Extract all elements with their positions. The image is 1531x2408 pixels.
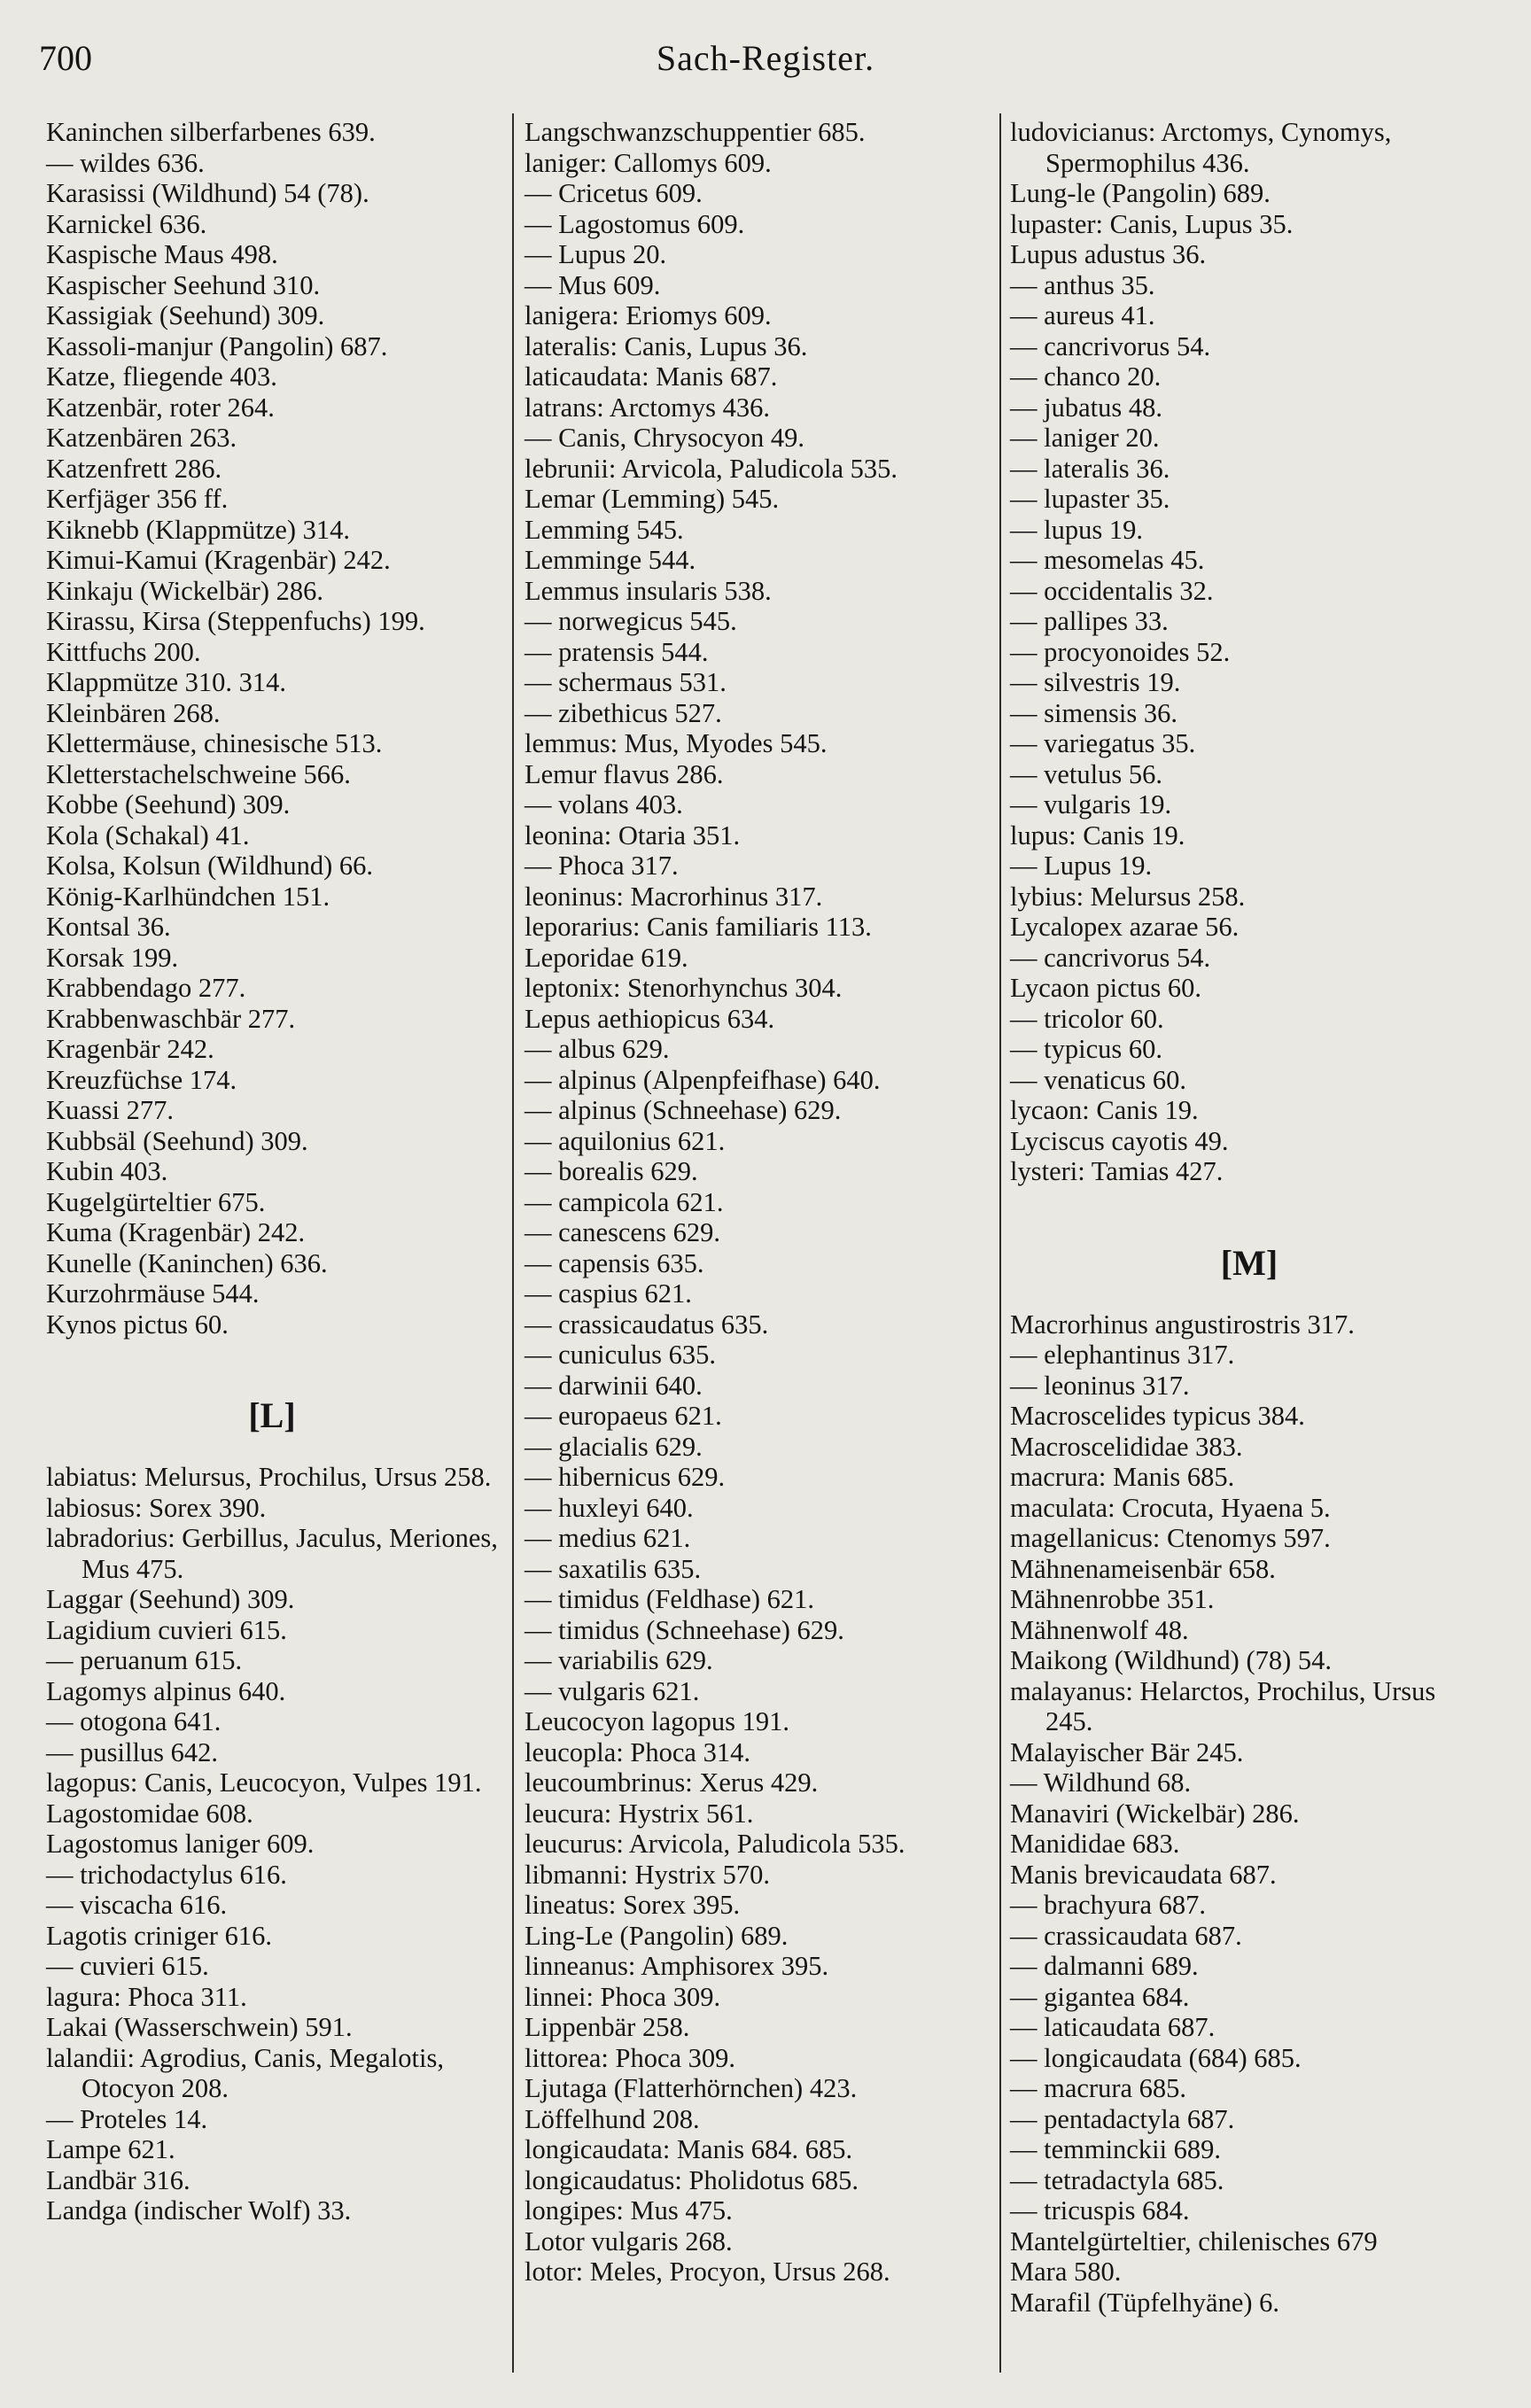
index-entry: linnei: Phoca 309. <box>525 1981 721 2012</box>
index-entry: leporarius: Canis familiaris 113. <box>525 912 872 942</box>
index-entry: Kugelgürteltier 675. <box>46 1186 266 1217</box>
index-entry: lotor: Meles, Procyon, Ursus 268. <box>525 2257 890 2287</box>
index-entry: Landga (indischer Wolf) 33. <box>46 2195 352 2225</box>
index-entry: — caspius 621. <box>525 1278 692 1309</box>
index-entry: Kletterstachelschweine 566. <box>46 758 351 789</box>
index-entry: — aquilonius 621. <box>525 1125 726 1156</box>
index-entry: — tetradactyla 685. <box>1010 2164 1224 2195</box>
index-entry: — hibernicus 629. <box>525 1462 726 1492</box>
index-entry: laniger: Callomys 609. <box>525 147 772 178</box>
index-entry: Krabbenwaschbär 277. <box>46 1003 296 1034</box>
index-entry: — Lagostomus 609. <box>525 208 745 239</box>
index-entry: — peruanum 615. <box>46 1645 243 1675</box>
index-entry: Krabbendago 277. <box>46 973 246 1003</box>
index-entry: — pallipes 33. <box>1010 606 1169 636</box>
index-entry: longicaudata: Manis 684. 685. <box>525 2134 853 2164</box>
index-entry: — alpinus (Alpenpfeifhase) 640. <box>525 1064 881 1095</box>
index-entry: — vulgaris 19. <box>1010 789 1172 819</box>
index-entry: maculata: Crocuta, Hyaena 5. <box>1010 1492 1331 1523</box>
running-head: Sach-Register. <box>656 38 875 78</box>
index-entry: Lotor vulgaris 268. <box>525 2225 733 2257</box>
index-entry: — pentadactyla 687. <box>1010 2103 1235 2134</box>
index-entry: — crassicaudata 687. <box>1010 1920 1242 1951</box>
index-entry: leptonix: Stenorhynchus 304. <box>525 973 843 1003</box>
index-entry: Mähnenrobbe 351. <box>1010 1584 1215 1614</box>
index-entry: — borealis 629. <box>525 1156 698 1186</box>
index-entry: Langschwanzschuppentier 685. <box>525 117 866 147</box>
index-entry: Kaninchen silberfarbenes 639. <box>46 117 376 147</box>
index-entry: Kuassi 277. <box>46 1095 175 1125</box>
index-entry: leonina: Otaria 351. <box>525 819 741 851</box>
index-entry: — pusillus 642. <box>46 1736 219 1767</box>
index-entry: — zibethicus 527. <box>525 697 722 728</box>
index-entry: Kreuzfüchse 174. <box>46 1064 237 1095</box>
index-entry: — brachyura 687. <box>1010 1890 1207 1920</box>
index-entry: lagura: Phoca 311. <box>46 1981 247 2012</box>
index-entry: — elephantinus 317. <box>1010 1340 1235 1370</box>
index-entry: Lampe 621. <box>46 2134 175 2164</box>
index-entry: Löffelhund 208. <box>525 2103 700 2134</box>
section-letter-heading: [M] <box>1220 1242 1278 1283</box>
index-entry: Kurzohrmäuse 544. <box>46 1278 260 1309</box>
index-entry: — europaeus 621. <box>525 1401 722 1431</box>
index-entry: Kerfjäger 356 ff. <box>46 484 229 514</box>
index-entry: — glacialis 629. <box>525 1431 703 1462</box>
index-entry: — timidus (Schneehase) 629. <box>525 1614 844 1645</box>
index-entry: lybius: Melursus 258. <box>1010 881 1246 912</box>
index-entry: leoninus: Macrorhinus 317. <box>525 881 823 912</box>
index-entry: — gigantea 684. <box>1010 1981 1190 2012</box>
index-entry: — longicaudata (684) 685. <box>1010 2042 1302 2073</box>
index-entry: — vetulus 56. <box>1010 758 1162 789</box>
index-entry: Kola (Schakal) 41. <box>46 819 250 851</box>
index-entry: — volans 403. <box>525 789 683 819</box>
index-entry: lateralis: Canis, Lupus 36. <box>525 330 808 361</box>
index-entry: Katzenbären 263. <box>46 423 237 453</box>
index-entry: — laticaudata 687. <box>1010 2012 1216 2042</box>
index-entry: longipes: Mus 475. <box>525 2195 733 2225</box>
index-entry: Kassigiak (Seehund) 309. <box>46 300 325 330</box>
index-entry: Lakai (Wasserschwein) 591. <box>46 2012 353 2042</box>
index-entry: Macroscelididae 383. <box>1010 1431 1243 1462</box>
index-entry: Kirassu, Kirsa (Steppenfuchs) 199. <box>46 606 425 636</box>
index-entry: lagopus: Canis, Leucocyon, Vulpes 191. <box>46 1767 482 1798</box>
index-entry: Kassoli-manjur (Pangolin) 687. <box>46 330 388 361</box>
index-entry: — cancrivorus 54. <box>1010 330 1211 361</box>
index-entry: Kubin 403. <box>46 1156 168 1186</box>
index-entry: — temminckii 689. <box>1010 2134 1222 2164</box>
index-entry: Malayischer Bär 245. <box>1010 1736 1244 1767</box>
index-entry: Kynos pictus 60. <box>46 1309 229 1340</box>
index-entry: Lagostomus laniger 609. <box>46 1829 315 1859</box>
index-entry: — Canis, Chrysocyon 49. <box>525 423 805 453</box>
index-entry: Korsak 199. <box>46 942 179 973</box>
section-spacer <box>1010 1187 1488 1218</box>
index-entry: Lyciscus cayotis 49. <box>1010 1125 1229 1156</box>
index-entry: Ljutaga (Flatterhörnchen) 423. <box>525 2073 858 2103</box>
index-entry: lupus: Canis 19. <box>1010 819 1185 851</box>
index-entry: — Wildhund 68. <box>1010 1767 1192 1798</box>
index-entry: — schermaus 531. <box>525 667 727 697</box>
index-entry: lalandii: Agrodius, Canis, Megalotis, Otocyon 208. <box>46 2042 444 2103</box>
index-entry: Klappmütze 310. 314. <box>46 667 287 697</box>
index-entry: lupaster: Canis, Lupus 35. <box>1010 208 1294 239</box>
index-entry: Kolsa, Kolsun (Wildhund) 66. <box>46 851 373 881</box>
index-entry: laticaudata: Manis 687. <box>525 361 778 392</box>
index-entry: lycaon: Canis 19. <box>1010 1095 1199 1125</box>
index-entry: — typicus 60. <box>1010 1034 1162 1064</box>
index-entry: lysteri: Tamias 427. <box>1010 1156 1224 1186</box>
index-entry: labiosus: Sorex 390. <box>46 1492 267 1523</box>
index-entry: Lemur flavus 286. <box>525 758 724 789</box>
index-entry: Katzenbär, roter 264. <box>46 392 275 423</box>
index-entry: leucopla: Phoca 314. <box>525 1736 750 1767</box>
index-entry: Katzenfrett 286. <box>46 453 222 484</box>
index-entry: — otogona 641. <box>46 1706 221 1736</box>
index-entry: — Proteles 14. <box>46 2103 208 2134</box>
column-divider <box>999 113 1001 2373</box>
index-entry: Lagidium cuvieri 615. <box>46 1614 287 1645</box>
index-entry: latrans: Arctomys 436. <box>525 392 771 423</box>
index-entry: — timidus (Feldhase) 621. <box>525 1584 814 1614</box>
index-entry: — norwegicus 545. <box>525 606 737 636</box>
index-entry: Ling-Le (Pangolin) 689. <box>525 1920 789 1951</box>
index-entry: Lycaon pictus 60. <box>1010 973 1202 1003</box>
index-entry: Lemar (Lemming) 545. <box>525 484 780 514</box>
index-entry: Kimui-Kamui (Kragenbär) 242. <box>46 545 391 575</box>
index-entry: — tricolor 60. <box>1010 1003 1164 1034</box>
index-entry: ludovicianus: Arctomys, Cynomys, Spermophilus 436. <box>1010 117 1392 178</box>
index-entry: — cancrivorus 54. <box>1010 942 1211 973</box>
index-entry: — Cricetus 609. <box>525 178 703 208</box>
index-column-2 <box>525 117 999 2288</box>
index-entry: — crassicaudatus 635. <box>525 1309 769 1340</box>
index-entry: leucurus: Arvicola, Paludicola 535. <box>525 1829 905 1859</box>
index-entry: — tricuspis 684. <box>1010 2195 1190 2225</box>
index-entry: — venaticus 60. <box>1010 1064 1187 1095</box>
index-entry: Kontsal 36. <box>46 912 171 942</box>
index-entry: — anthus 35. <box>1010 269 1155 300</box>
index-entry: — laniger 20. <box>1010 423 1160 453</box>
index-entry: littorea: Phoca 309. <box>525 2042 736 2073</box>
index-entry: — variegatus 35. <box>1010 728 1196 758</box>
index-entry: libmanni: Hystrix 570. <box>525 1859 771 1890</box>
index-entry: — Lupus 20. <box>525 239 667 269</box>
index-entry: Karnickel 636. <box>46 208 207 239</box>
index-entry: König-Karlhündchen 151. <box>46 881 330 912</box>
index-entry: — Lupus 19. <box>1010 851 1153 881</box>
index-entry: Kleinbären 268. <box>46 697 221 728</box>
index-entry: — occidentalis 32. <box>1010 575 1214 606</box>
index-entry: linneanus: Amphisorex 395. <box>525 1951 829 1981</box>
index-entry: — campicola 621. <box>525 1186 724 1217</box>
index-entry: Kaspische Maus 498. <box>46 239 278 269</box>
index-entry: Kaspischer Seehund 310. <box>46 269 321 300</box>
page-number: 700 <box>39 38 92 78</box>
index-entry: Kragenbär 242. <box>46 1034 214 1064</box>
index-entry: Katze, fliegende 403. <box>46 361 277 392</box>
index-entry: Lycalopex azarae 56. <box>1010 912 1240 942</box>
index-entry: Kittfuchs 200. <box>46 636 201 667</box>
index-entry: — silvestris 19. <box>1010 667 1181 697</box>
index-entry: — huxleyi 640. <box>525 1492 694 1523</box>
index-entry: — albus 629. <box>525 1034 670 1064</box>
index-entry: Lepus aethiopicus 634. <box>525 1003 775 1034</box>
index-entry: — pratensis 544. <box>525 636 709 667</box>
index-entry: — saxatilis 635. <box>525 1553 702 1584</box>
index-entry: lineatus: Sorex 395. <box>525 1890 741 1920</box>
index-entry: Marafil (Tüpfelhyäne) 6. <box>1010 2287 1280 2318</box>
index-entry: Leucocyon lagopus 191. <box>525 1706 789 1736</box>
index-entry: leucoumbrinus: Xerus 429. <box>525 1767 819 1798</box>
index-entry: — dalmanni 689. <box>1010 1951 1199 1981</box>
index-entry: magellanicus: Ctenomys 597. <box>1010 1523 1331 1553</box>
index-entry: — Mus 609. <box>525 269 661 300</box>
index-entry: macrura: Manis 685. <box>1010 1462 1235 1492</box>
index-entry: — cuniculus 635. <box>525 1340 717 1370</box>
index-entry: Lupus adustus 36. <box>1010 239 1207 269</box>
index-entry: — alpinus (Schneehase) 629. <box>525 1095 842 1125</box>
index-entry: Mantelgürteltier, chilenisches 679 <box>1010 2225 1378 2257</box>
index-entry: Kinkaju (Wickelbär) 286. <box>46 575 323 606</box>
index-entry: Lagomys alpinus 640. <box>46 1675 286 1706</box>
index-entry: Karasissi (Wildhund) 54 (78). <box>46 178 369 208</box>
index-entry: — chanco 20. <box>1010 361 1162 392</box>
index-column-3 <box>1010 117 1488 2318</box>
index-entry: labradorius: Gerbillus, Jaculus, Meriones, Mus 475. <box>46 1523 498 1584</box>
index-entry: Lemmus insularis 538. <box>525 575 772 606</box>
index-entry: — wildes 636. <box>46 147 205 178</box>
index-entry: — vulgaris 621. <box>525 1675 700 1706</box>
index-entry: — darwinii 640. <box>525 1370 703 1401</box>
index-entry: — lupaster 35. <box>1010 484 1170 514</box>
index-entry: Lippenbär 258. <box>525 2012 690 2042</box>
index-entry: Kuma (Kragenbär) 242. <box>46 1217 306 1247</box>
index-entry: — medius 621. <box>525 1523 691 1553</box>
index-entry: Macrorhinus angustirostris 317. <box>1010 1309 1355 1340</box>
index-entry: Landbär 316. <box>46 2164 190 2195</box>
index-entry: Lung-le (Pangolin) 689. <box>1010 178 1271 208</box>
index-entry: Klettermäuse, chinesische 513. <box>46 728 383 758</box>
index-entry: — viscacha 616. <box>46 1890 228 1920</box>
index-entry: Lemming 545. <box>525 514 684 545</box>
index-entry: Manis brevicaudata 687. <box>1010 1859 1277 1890</box>
column-divider <box>512 113 514 2373</box>
index-entry: — lupus 19. <box>1010 514 1143 545</box>
index-entry: Mähnenwolf 48. <box>1010 1614 1189 1645</box>
index-entry: — simensis 36. <box>1010 697 1177 728</box>
index-entry: — procyonoides 52. <box>1010 636 1231 667</box>
index-entry: Macroscelides typicus 384. <box>1010 1401 1305 1431</box>
index-entry: — capensis 635. <box>525 1247 704 1278</box>
index-entry: Kobbe (Seehund) 309. <box>46 789 291 819</box>
index-entry: Mähnenameisenbär 658. <box>1010 1553 1276 1584</box>
index-entry: — variabilis 629. <box>525 1645 713 1675</box>
index-entry: Kubbsäl (Seehund) 309. <box>46 1125 308 1156</box>
index-entry: lemmus: Mus, Myodes 545. <box>525 728 828 758</box>
index-entry: leucura: Hystrix 561. <box>525 1798 754 1829</box>
index-entry: longicaudatus: Pholidotus 685. <box>525 2164 859 2195</box>
index-entry: — aureus 41. <box>1010 300 1155 330</box>
index-entry: — canescens 629. <box>525 1217 721 1247</box>
index-entry: — leoninus 317. <box>1010 1370 1190 1401</box>
index-entry: Lemminge 544. <box>525 545 696 575</box>
index-entry: — trichodactylus 616. <box>46 1859 287 1890</box>
index-entry: Manaviri (Wickelbär) 286. <box>1010 1798 1300 1829</box>
index-entry: malayanus: Helarctos, Prochilus, Ursus 245. <box>1010 1675 1436 1736</box>
index-entry: Mara 580. <box>1010 2257 1122 2287</box>
index-entry: — cuvieri 615. <box>46 1951 209 1981</box>
section-spacer <box>46 1340 498 1371</box>
index-entry: — lateralis 36. <box>1010 453 1170 484</box>
index-entry: Lagotis criniger 616. <box>46 1920 272 1951</box>
index-column-1 <box>46 117 498 2226</box>
index-entry: Laggar (Seehund) 309. <box>46 1584 295 1614</box>
index-entry: Kiknebb (Klappmütze) 314. <box>46 514 351 545</box>
index-entry: Kunelle (Kaninchen) 636. <box>46 1247 328 1278</box>
index-entry: labiatus: Melursus, Prochilus, Ursus 258. <box>46 1462 492 1492</box>
index-entry: — macrura 685. <box>1010 2073 1187 2103</box>
section-letter-heading: [L] <box>248 1395 296 1435</box>
index-entry: Leporidae 619. <box>525 942 688 973</box>
index-entry: Maikong (Wildhund) (78) 54. <box>1010 1645 1333 1675</box>
index-entry: — Phoca 317. <box>525 851 679 881</box>
index-entry: Manididae 683. <box>1010 1829 1180 1859</box>
index-entry: Lagostomidae 608. <box>46 1798 253 1829</box>
index-entry: — jubatus 48. <box>1010 392 1162 423</box>
index-entry: lanigera: Eriomys 609. <box>525 300 772 330</box>
index-entry: — mesomelas 45. <box>1010 545 1205 575</box>
index-entry: lebrunii: Arvicola, Paludicola 535. <box>525 453 898 484</box>
